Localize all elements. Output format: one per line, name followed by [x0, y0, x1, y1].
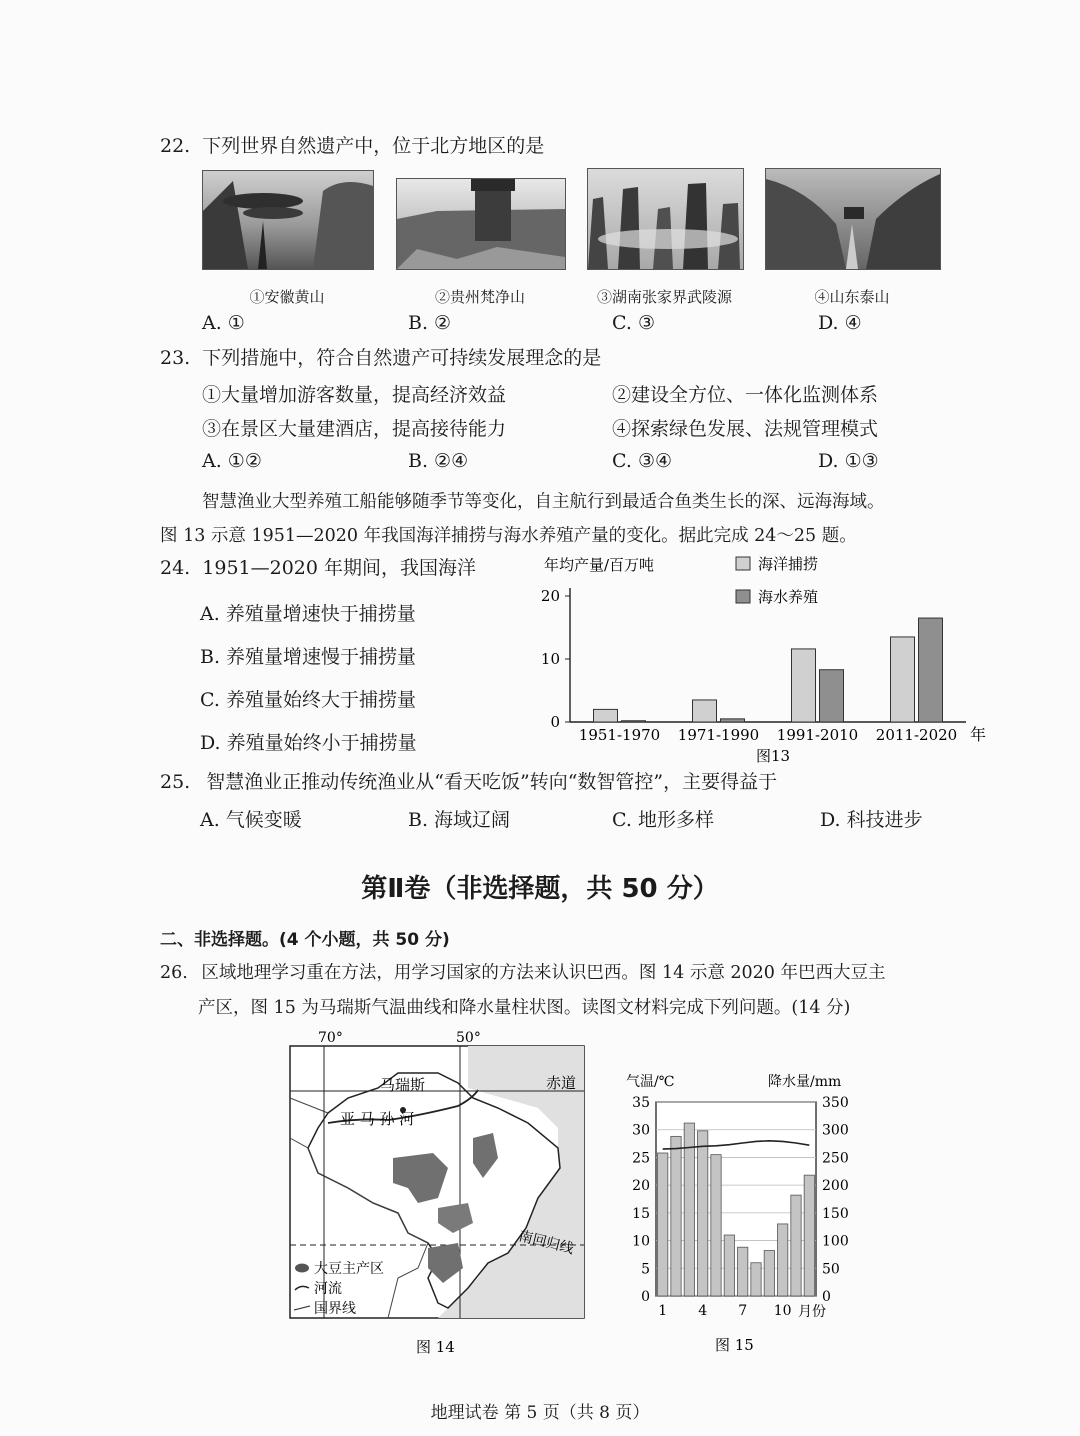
question-stem: 1951—2020 年期间，我国海洋 — [202, 557, 477, 579]
question-stem: 智慧渔业正推动传统渔业从“看天吃饭”转向“数智管控”，主要得益于 — [206, 771, 778, 793]
q23-statement-2: ②建设全方位、一体化监测体系 — [612, 384, 879, 406]
question-number: 23. — [160, 347, 191, 369]
figure-15-climate-chart — [620, 1066, 860, 1364]
legend-swatch-aquaculture — [736, 590, 750, 603]
chart15-temp-tick-label: 5 — [641, 1261, 650, 1278]
legend-label-aquaculture: 海水养殖 — [758, 588, 819, 606]
chart15-precip-bar — [778, 1224, 788, 1296]
chart13-caption: 图13 — [756, 747, 791, 765]
chart15-month-label: 10 — [773, 1303, 792, 1319]
q22-option-c[interactable]: C. ③ — [612, 312, 655, 334]
passage-line-1: 智慧渔业大型养殖工船能够随季节等变化，自主航行到最适合鱼类生长的深、远海海域。 — [202, 492, 885, 512]
chart15-precip-tick-label: 200 — [822, 1178, 849, 1195]
chart13-bar — [919, 618, 943, 722]
q25-option-d[interactable]: D. 科技进步 — [820, 809, 923, 831]
question-23 — [160, 346, 601, 370]
question-stem: 下列措施中，符合自然遗产可持续发展理念的是 — [202, 347, 602, 369]
chart13-bar — [693, 700, 717, 722]
q24-option-b[interactable]: B. 养殖量增速慢于捕捞量 — [200, 646, 417, 668]
map-equator-label: 赤道 — [546, 1074, 577, 1092]
photo-huangshan — [202, 170, 374, 270]
q22-option-d[interactable]: D. ④ — [818, 312, 862, 334]
chart15-month-label: 4 — [698, 1303, 708, 1319]
figure-14-caption: 图 14 — [416, 1338, 455, 1356]
question-22 — [160, 134, 544, 158]
map-lon-70: 70° — [318, 1030, 343, 1046]
q24-option-c[interactable]: C. 养殖量始终大于捕捞量 — [200, 689, 416, 711]
page-footer: 地理试卷 第 5 页（共 8 页） — [430, 1403, 650, 1423]
question-stem: 下列世界自然遗产中，位于北方地区的是 — [202, 135, 545, 157]
photo-fanjingshan — [396, 178, 566, 270]
chart15-precip-bar — [724, 1235, 734, 1296]
legend-soy-label: 大豆主产区 — [314, 1261, 384, 1277]
chart13-ytick-label: 20 — [540, 587, 560, 605]
chart15-precip-bar — [804, 1175, 814, 1296]
q24-option-d[interactable]: D. 养殖量始终小于捕捞量 — [200, 732, 417, 754]
chart15-precip-bar — [658, 1153, 668, 1296]
q23-statement-4: ④探索绿色发展、法规管理模式 — [612, 418, 879, 440]
chart15-caption: 图 15 — [715, 1336, 754, 1354]
question-number: 25. — [160, 771, 191, 793]
photo-caption-3: ③湖南张家界武陵源 — [596, 288, 732, 306]
chart13-bar — [820, 670, 844, 722]
photo-wulingyuan — [587, 168, 744, 270]
chart15-temp-tick-label: 0 — [641, 1289, 650, 1305]
q24-option-a[interactable]: A. 养殖量增速快于捕捞量 — [200, 603, 416, 625]
q23-option-d[interactable]: D. ①③ — [818, 450, 879, 472]
passage-line-2: 图 13 示意 1951—2020 年我国海洋捕捞与海水养殖产量的变化。据此完成 24～25 题。 — [160, 526, 857, 546]
chart13-category-label: 1951-1970 — [578, 726, 661, 744]
q23-statement-1: ①大量增加游客数量，提高经济效益 — [202, 384, 507, 406]
q23-option-c[interactable]: C. ③④ — [612, 450, 673, 472]
chart13-category-label: 2011-2020 — [875, 726, 958, 744]
chart13-ylabel: 年均产量/百万吨 — [544, 556, 655, 574]
chart13-bar — [594, 709, 618, 722]
chart13-category-label: 1971-1990 — [677, 726, 760, 744]
chart15-temp-tick-label: 15 — [632, 1205, 650, 1222]
section-title: 第Ⅱ卷（非选择题，共 50 分） — [361, 874, 719, 904]
q25-option-c[interactable]: C. 地形多样 — [612, 809, 714, 831]
chart13-bar — [721, 719, 745, 722]
chart15-precip-bar — [738, 1247, 748, 1296]
chart15-left-label: 气温/℃ — [626, 1074, 675, 1090]
photo-caption-1: ①安徽黄山 — [249, 288, 325, 306]
chart15-month-label: 1 — [658, 1303, 668, 1319]
section-subheading: 二、非选择题。(4 个小题，共 50 分) — [160, 930, 450, 950]
legend-river-label: 河流 — [314, 1281, 342, 1297]
chart15-precip-tick-label: 100 — [822, 1233, 849, 1250]
q23-option-b[interactable]: B. ②④ — [408, 450, 469, 472]
legend-soy-icon — [295, 1264, 309, 1273]
chart15-precip-bar — [711, 1155, 721, 1296]
chart13-ytick-label: 0 — [550, 713, 560, 731]
question-26-line-2: 产区，图 15 为马瑞斯气温曲线和降水量柱状图。读图文材料完成下列问题。(14 分) — [198, 998, 851, 1018]
chart15-precip-bar — [671, 1136, 681, 1296]
map-lon-50: 50° — [456, 1030, 481, 1046]
chart15-temp-tick-label: 25 — [632, 1150, 650, 1167]
q25-option-a[interactable]: A. 气候变暖 — [200, 809, 302, 831]
chart13-bar — [792, 649, 816, 722]
chart15-right-label: 降水量/mm — [768, 1074, 842, 1090]
chart15-x-unit: 月份 — [798, 1304, 826, 1320]
chart13-ytick-label: 10 — [540, 650, 560, 668]
map-tropic-label: 南回归线 — [517, 1228, 576, 1258]
q22-option-b[interactable]: B. ② — [408, 312, 452, 334]
question-number: 24. — [160, 557, 191, 579]
photo-caption-4: ④山东泰山 — [814, 288, 890, 306]
photo-taishan — [765, 168, 941, 270]
chart15-precip-tick-label: 150 — [822, 1205, 849, 1222]
question-25 — [160, 770, 777, 794]
photo-caption-2: ②贵州梵净山 — [434, 288, 525, 306]
map-river-label: 亚 马 孙 河 — [340, 1110, 415, 1128]
chart15-precip-bar — [791, 1195, 801, 1296]
q25-option-b[interactable]: B. 海域辽阔 — [408, 809, 511, 831]
question-24 — [160, 556, 476, 580]
map-city-label: 马瑞斯 — [380, 1076, 426, 1094]
chart15-precip-tick-label: 350 — [822, 1095, 849, 1111]
q22-option-a[interactable]: A. ① — [202, 312, 245, 334]
chart13-bar — [891, 637, 915, 722]
chart15-precip-bar — [751, 1263, 761, 1296]
chart15-temp-tick-label: 20 — [632, 1178, 650, 1195]
chart15-precip-tick-label: 250 — [822, 1150, 849, 1167]
legend-swatch-capture — [736, 557, 750, 570]
chart15-temp-tick-label: 35 — [632, 1095, 650, 1111]
chart15-precip-bar — [684, 1123, 694, 1296]
chart15-precip-tick-label: 300 — [822, 1122, 849, 1139]
chart13-xlabel: 年 — [970, 725, 987, 744]
figure-14-map — [288, 1028, 588, 1368]
chart15-precip-bar — [698, 1131, 708, 1296]
chart15-precip-bar — [764, 1251, 774, 1296]
q23-option-a[interactable]: A. ①② — [202, 450, 262, 472]
chart13-bar — [622, 721, 646, 722]
question-26-line-1 — [160, 959, 885, 984]
legend-border-label: 国界线 — [314, 1301, 356, 1317]
chart15-precip-tick-label: 0 — [822, 1289, 831, 1305]
chart15-precip-tick-label: 50 — [822, 1261, 840, 1278]
question-number: 22. — [160, 135, 191, 157]
chart15-month-label: 7 — [738, 1303, 748, 1319]
chart13-category-label: 1991-2010 — [776, 726, 859, 744]
chart15-temp-tick-label: 10 — [632, 1233, 650, 1250]
q23-statement-3: ③在景区大量建酒店，提高接待能力 — [202, 418, 507, 440]
chart15-temp-tick-label: 30 — [632, 1122, 650, 1139]
question-number: 26. — [160, 963, 188, 983]
legend-label-capture: 海洋捕捞 — [758, 555, 819, 573]
question-26-text-1: 区域地理学习重在方法，用学习国家的方法来认识巴西。图 14 示意 2020 年巴西大豆主 — [201, 963, 886, 983]
figure-13-bar-chart — [530, 548, 1000, 770]
